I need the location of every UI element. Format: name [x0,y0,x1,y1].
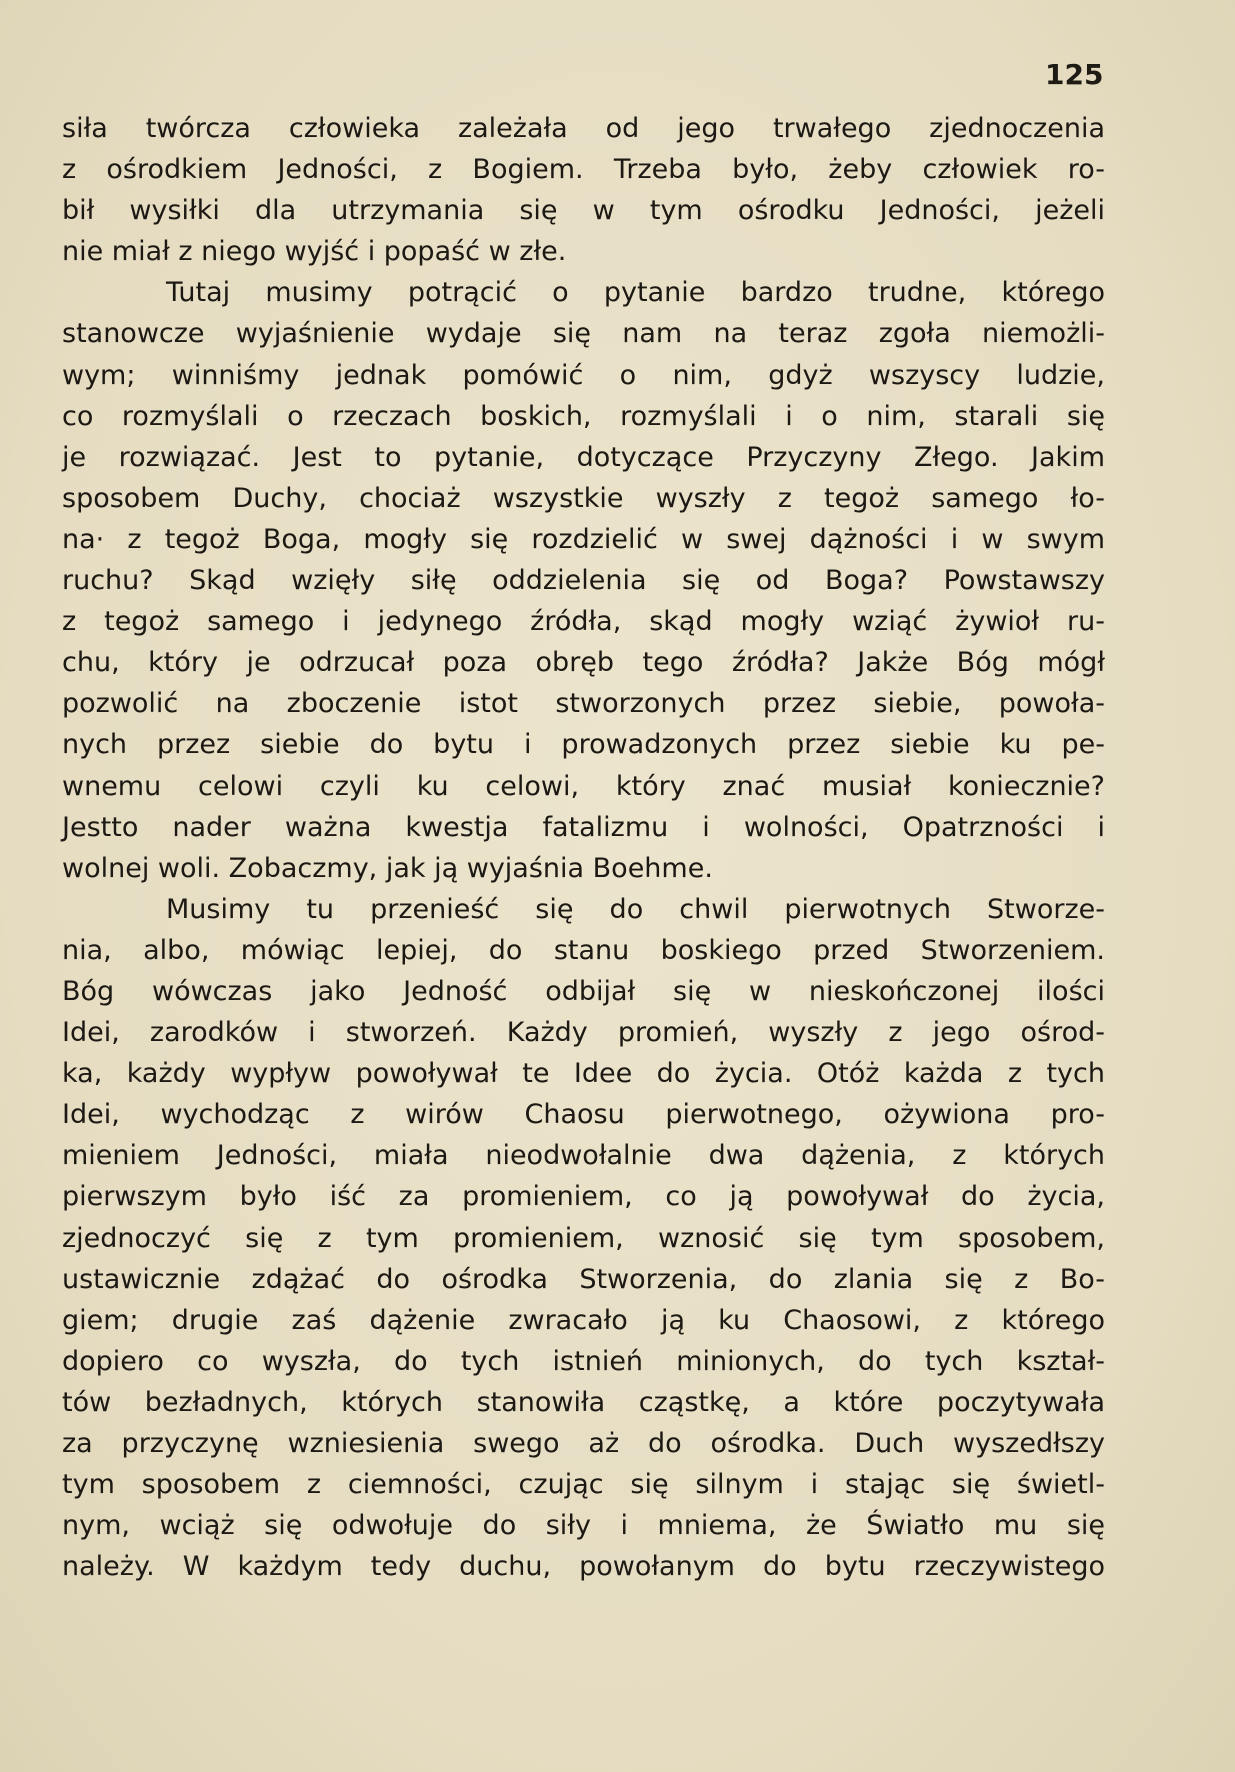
text-line: co rozmyślali o rzeczach boskich, rozmyślali i o nim, starali się [62,400,1105,432]
text-line: chu, który je odrzucał poza obręb tego źródła? Jakże Bóg mógł [62,647,1105,679]
text-line: wolnej woli. Zobaczmy, jak ją wyjaśnia Boehme. [62,852,713,884]
text-line: na· z tegoż Boga, mogły się rozdzielić w swej dążności i w swym [62,523,1105,555]
text-line: mieniem Jedności, miała nieodwołalnie dwa dążenia, z których [62,1140,1105,1172]
text-line: ka, każdy wypływ powoływał te Idee do życia. Otóż każda z tych [62,1058,1105,1090]
page-number: 125 [1045,58,1104,91]
text-line: Tutaj musimy potrącić o pytanie bardzo trudne, którego [166,277,1105,309]
text-line: wym; winniśmy jednak pomówić o nim, gdyż wszyscy ludzie, [62,359,1105,391]
text-line: należy. W każdym tedy duchu, powołanym do bytu rzeczywistego [62,1551,1105,1583]
text-line: wnemu celowi czyli ku celowi, który znać musiał koniecznie? [62,770,1105,802]
text-line: Musimy tu przenieść się do chwil pierwotnych Stworze- [166,893,1105,925]
text-line: nych przez siebie do bytu i prowadzonych przez siebie ku pe- [62,729,1105,761]
text-line: nia, albo, mówiąc lepiej, do stanu boskiego przed Stworzeniem. [62,934,1105,966]
text-line: z ośrodkiem Jedności, z Bogiem. Trzeba było, żeby człowiek ro- [62,154,1105,186]
text-line: Idei, wychodząc z wirów Chaosu pierwotnego, ożywiona pro- [62,1099,1105,1131]
text-line: Idei, zarodków i stworzeń. Każdy promień, wyszły z jego ośrod- [62,1017,1105,1049]
text-line: je rozwiązać. Jest to pytanie, dotyczące Przyczyny Złego. Jakim [62,441,1105,473]
text-line: ustawicznie zdążać do ośrodka Stworzenia, do zlania się z Bo- [62,1263,1105,1295]
text-line: bił wysiłki dla utrzymania się w tym ośrodku Jedności, jeżeli [62,195,1105,227]
text-line: pierwszym było iść za promieniem, co ją powoływał do życia, [62,1181,1105,1213]
body-text [62,108,1105,1587]
text-line: siła twórcza człowieka zależała od jego trwałego zjednoczenia [62,113,1105,144]
text-line: nym, wciąż się odwołuje do siły i mniema, że Światło mu się [62,1510,1105,1542]
text-line: tym sposobem z ciemności, czując się silnym i stając się świetl- [62,1469,1105,1501]
text-line: ruchu? Skąd wzięły siłę oddzielenia się od Boga? Powstawszy [62,565,1105,597]
text-line: stanowcze wyjaśnienie wydaje się nam na teraz zgoła niemożli- [62,318,1105,350]
text-line: Bóg wówczas jako Jedność odbijał się w nieskończonej ilości [62,975,1105,1007]
text-line: dopiero co wyszła, do tych istnień minionych, do tych kształ- [62,1345,1105,1377]
text-line: pozwolić na zboczenie istot stworzonych przez siebie, powoła- [62,688,1105,720]
text-line: zjednoczyć się z tym promieniem, wznosić się tym sposobem, [62,1222,1105,1254]
text-line: Jestto nader ważna kwestja fatalizmu i wolności, Opatrzności i [62,811,1105,843]
text-line: giem; drugie zaś dążenie zwracało ją ku Chaosowi, z którego [62,1304,1105,1336]
text-line: sposobem Duchy, chociaż wszystkie wyszły z tegoż samego ło- [62,482,1105,514]
text-line: tów bezładnych, których stanowiła cząstkę, a które poczytywała [62,1386,1105,1418]
text-line: nie miał z niego wyjść i popaść w złe. [62,236,567,268]
text-line: za przyczynę wzniesienia swego aż do ośrodka. Duch wyszedłszy [62,1428,1105,1459]
text-line: z tegoż samego i jedynego źródła, skąd mogły wziąć żywioł ru- [62,606,1105,638]
